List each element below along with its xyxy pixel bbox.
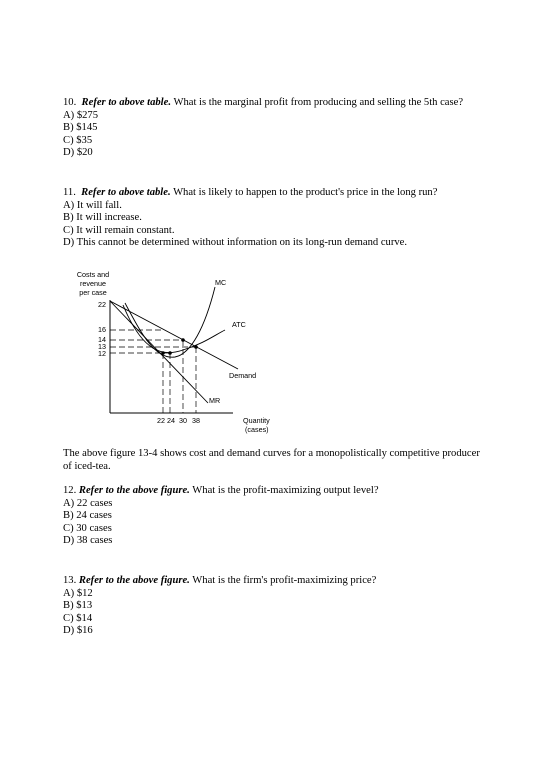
question-stem [63,97,463,110]
answer-option-d: D) $20 [63,147,93,158]
answer-option-a: A) It will fall. [63,199,122,211]
x-tick-38: 38 [192,416,200,425]
answer-option-d: D) $16 [63,625,93,636]
answer-option-a: A) $275 [63,109,99,121]
answer-option-b: B) $13 [63,600,93,611]
question-stem [63,575,376,588]
y-tick-13: 13 [98,342,106,351]
question-12 [63,485,379,548]
question-text: What is likely to happen to the product's price in the long run? [173,187,438,198]
demand-label: Demand [229,371,257,380]
atc-label: ATC [232,320,246,329]
answer-option-c: C) It will remain constant. [63,224,175,236]
point-atc-demand [181,338,185,342]
question-text: What is the profit-maximizing output level? [192,485,379,496]
question-number: 10. [63,97,77,108]
y-tick-16: 16 [98,325,106,334]
y-tick-22: 22 [98,300,106,309]
question-text: What is the firm's profit-maximizing price? [192,575,377,586]
answer-option-a: A) $12 [63,587,93,599]
point-atc-min [168,351,172,355]
answer-option-d: D) This cannot be determined without information on its long-run demand curve. [63,237,408,248]
x-tick-24: 24 [167,416,175,425]
question-lead: Refer to the above figure. [78,575,190,586]
answer-option-b: B) 24 cases [63,510,112,521]
answer-option-a: A) 22 cases [63,497,113,509]
question-lead: Refer to the above figure. [78,485,190,496]
atc-curve [123,305,225,353]
answer-option-c: C) 30 cases [63,522,112,534]
question-10 [63,97,463,160]
question-stem [63,187,437,200]
answer-option-c: C) $14 [63,612,93,624]
y-tick-14: 14 [98,335,106,344]
question-stem [63,485,379,498]
answer-option-c: C) $35 [63,134,93,146]
x-tick-22: 22 [157,416,165,425]
question-number: 12. [63,485,77,496]
x-axis-label-line-1: Quantity [243,416,270,425]
question-number: 11. [63,187,76,198]
x-axis-label-line-2: (cases) [245,425,269,434]
x-tick-30: 30 [179,416,187,425]
answer-option-d: D) 38 cases [63,535,113,546]
figure-caption: The above figure 13-4 shows cost and demand curves for a monopolistically competitive producer of iced-tea. [63,448,480,472]
y-axis-label-line-1: Costs and [76,270,110,279]
question-lead: Refer to above table. [81,97,171,108]
question-text: What is the marginal profit from producing and selling the 5th case? [173,97,464,108]
question-11 [63,187,437,250]
guide-lines [110,330,196,413]
y-tick-12: 12 [98,349,106,358]
question-number: 13. [63,575,77,586]
question-13 [63,575,376,638]
cost-revenue-figure [63,265,293,437]
point-mc-mr [161,351,165,355]
mc-label: MC [215,278,227,287]
answer-option-b: B) $145 [63,122,98,133]
mr-curve [110,301,208,403]
answer-option-b: B) It will increase. [63,212,142,223]
y-axis-label-line-2: revenue [80,279,106,288]
mr-label: MR [209,396,221,405]
y-axis-label-line-3: per case [79,288,107,297]
point-demand [194,345,198,349]
question-lead: Refer to above table. [81,187,171,198]
